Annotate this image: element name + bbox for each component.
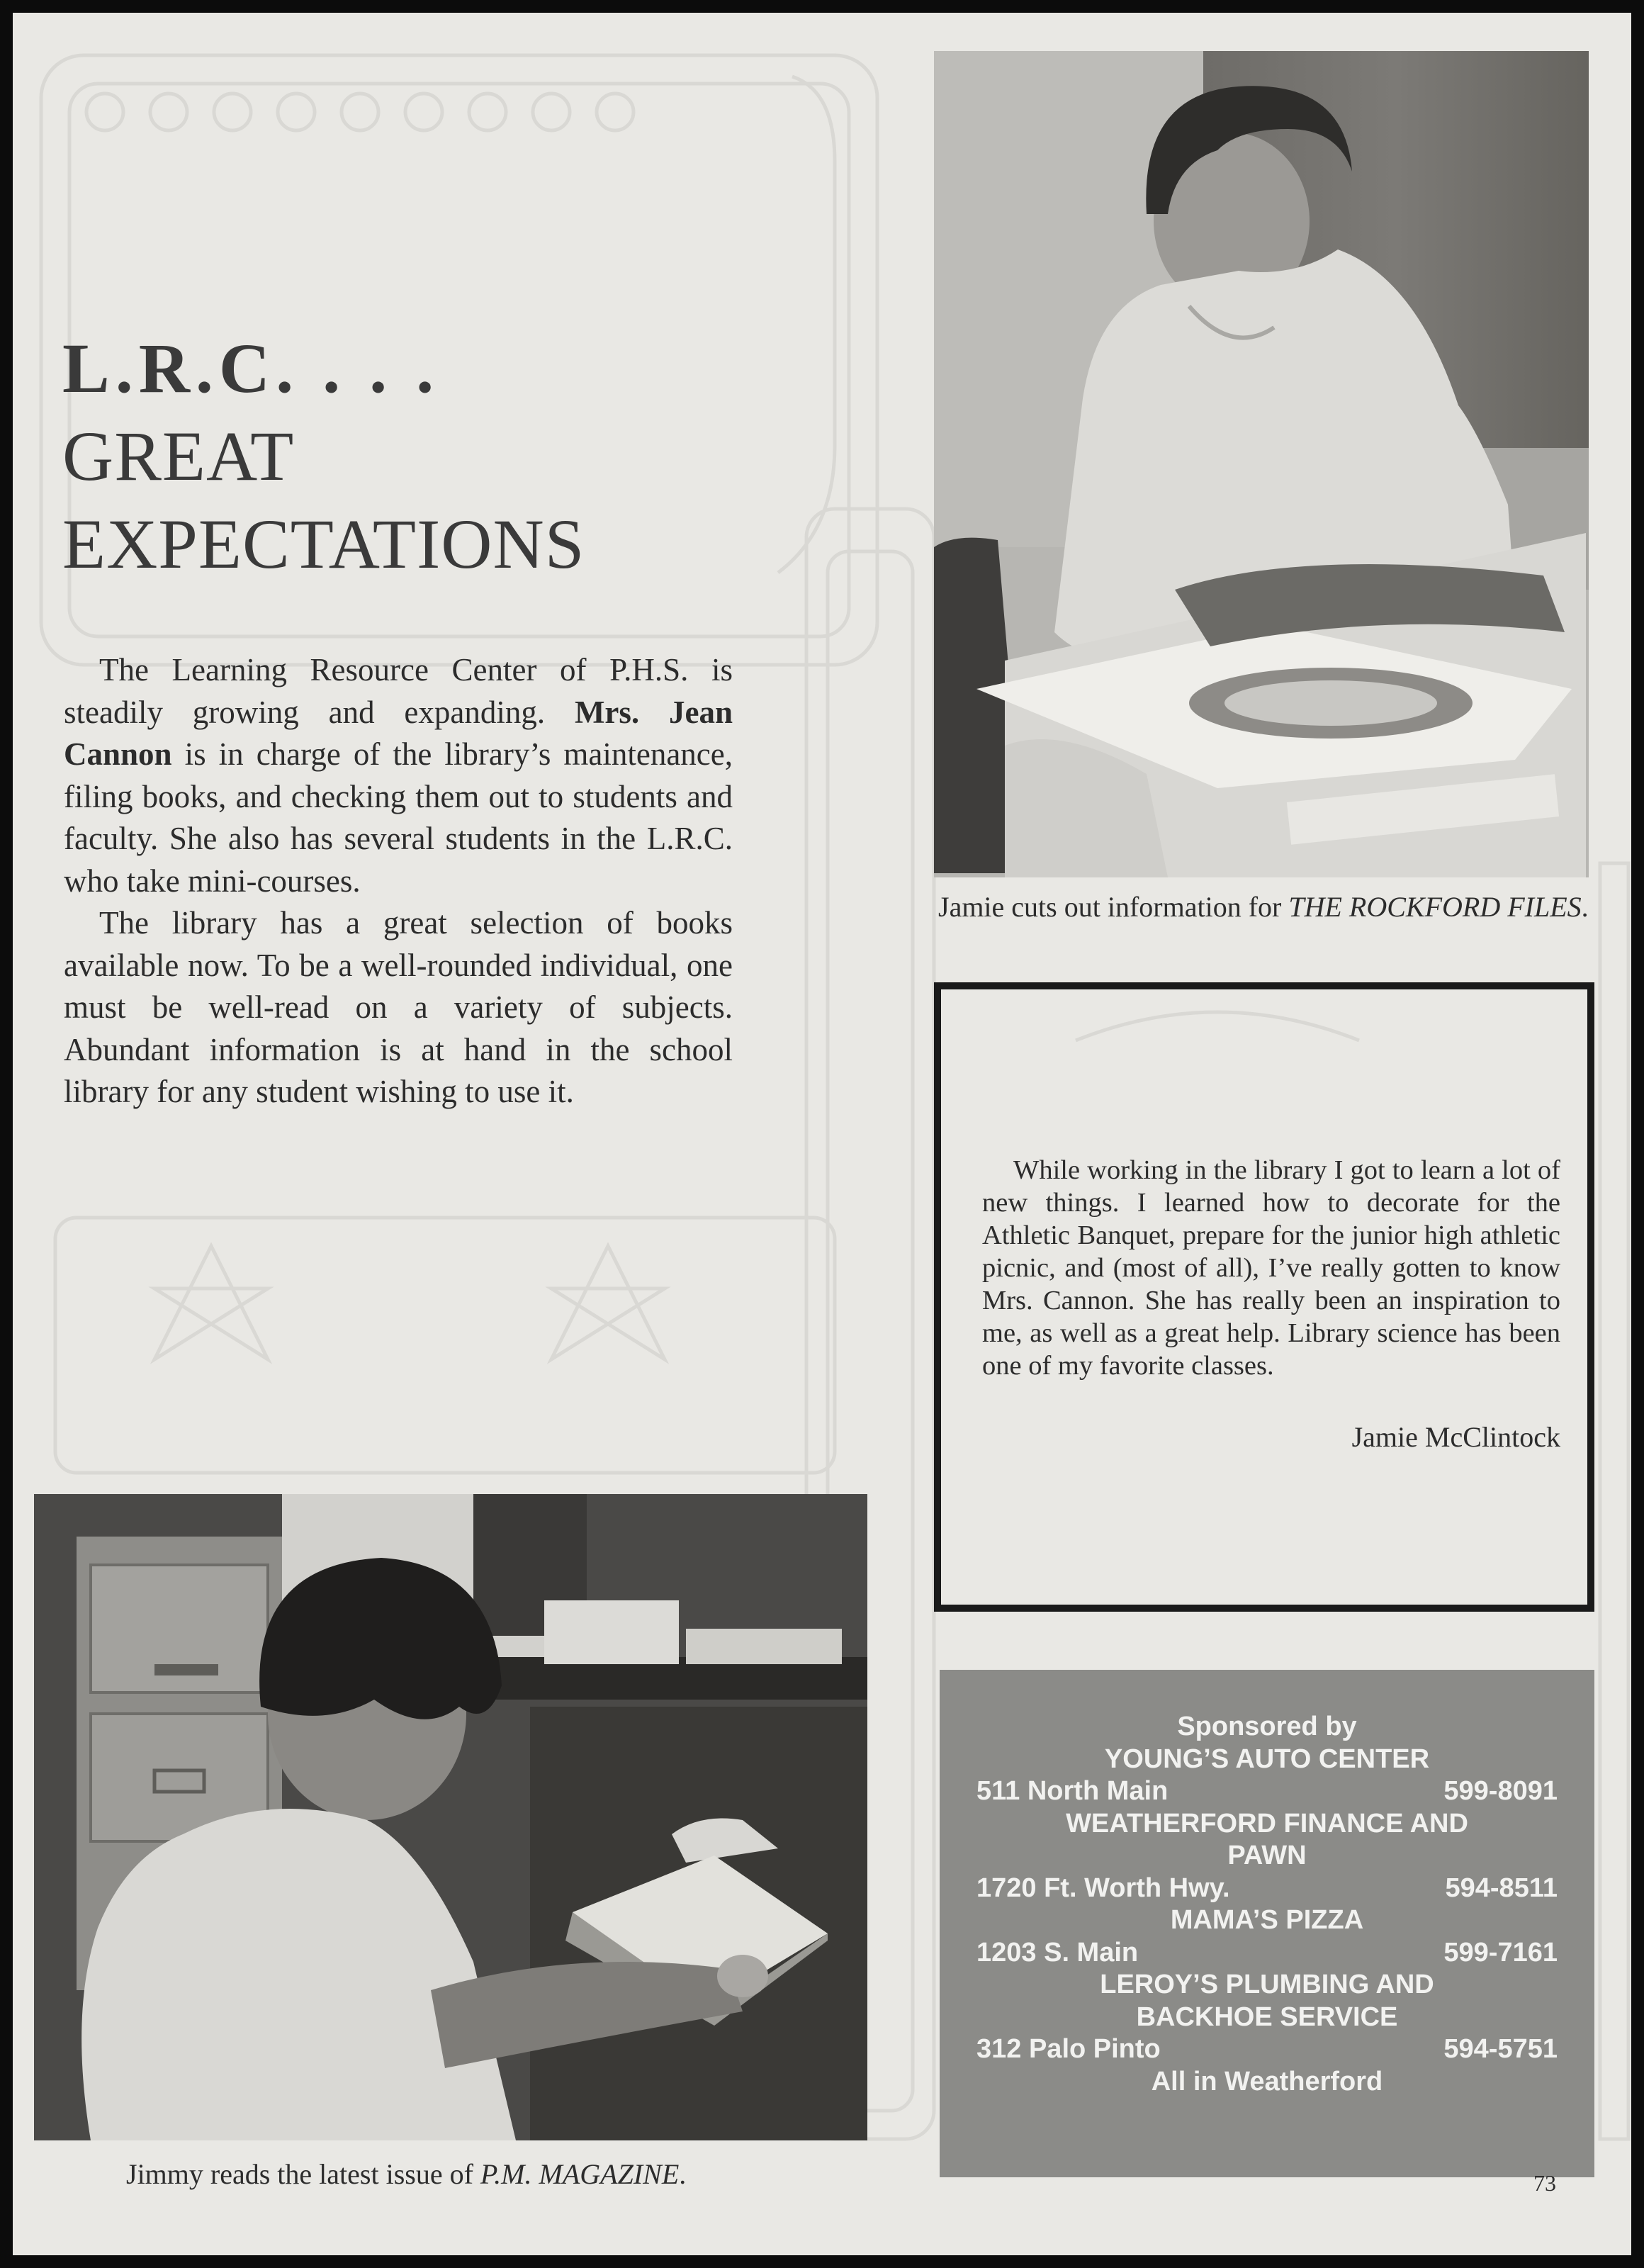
photo-bottom-caption: Jimmy reads the latest issue of P.M. MAGAZINE. (126, 2158, 687, 2190)
article-paragraph-1: The Learning Resource Center of P.H.S. is steadily growing and expanding. Mrs. Jean Cannon is in charge of the library’s maintenance, filing books, and checking them out to students and faculty. She also has several students in the L.R.C. who take mini-courses. (64, 652, 733, 899)
sponsor-business-name: YOUNG’S AUTO CENTER (1104, 1744, 1430, 1774)
photo-top-caption: Jamie cuts out information for THE ROCKFORD FILES. (938, 891, 1589, 923)
title-line-1: L.R.C. . . . (62, 329, 440, 408)
sponsor-ad (940, 1670, 1594, 2177)
sponsor-address: 1203 S. Main (976, 1937, 1139, 1967)
yearbook-page (13, 13, 1631, 2255)
sponsor-phone: 594-5751 (1443, 2034, 1558, 2064)
sponsor-business-row (976, 1775, 1558, 1808)
quote-author: Jamie McClintock (1351, 1421, 1560, 1453)
sponsor-phone: 599-8091 (1443, 1776, 1558, 1806)
student-quote-box (934, 982, 1594, 1612)
photo-jimmy-reading (34, 1494, 867, 2140)
photo-jamie-cutting (934, 51, 1589, 877)
sponsor-business-row (976, 1873, 1558, 1905)
sponsor-business-name: LEROY’S PLUMBING AND BACKHOE SERVICE (1100, 1970, 1434, 2032)
sponsor-phone: 594-8511 (1445, 1873, 1558, 1903)
sponsor-business-name: WEATHERFORD FINANCE AND PAWN (1066, 1808, 1468, 1870)
sponsor-footer: All in Weatherford (1151, 2066, 1383, 2096)
photo-jimmy-illustration (34, 1494, 867, 2140)
sponsor-address: 1720 Ft. Worth Hwy. (976, 1873, 1230, 1903)
sponsor-business-row (976, 1937, 1558, 1970)
page-number: 73 (1533, 2170, 1556, 2196)
title-line-3: EXPECTATIONS (62, 505, 585, 583)
page-title (62, 325, 700, 588)
sponsor-phone: 599-7161 (1443, 1937, 1558, 1967)
photo-jamie-illustration (934, 51, 1589, 877)
sponsor-business-row (976, 2033, 1558, 2066)
sponsor-business-name: MAMA’S PIZZA (1170, 1905, 1364, 1935)
article-body (64, 649, 733, 1113)
sponsor-address: 511 North Main (976, 1776, 1169, 1806)
quote-text: While working in the library I got to learn a lot of new things. I learned how to decorate for the Athletic Banquet, prepare for the junior high athletic picnic, and (most of all), I’ve really gotten to know Mrs. Cannon. She has really been an inspiration to me, as well as a great help. Library science has been one of my favorite classes. (982, 1155, 1560, 1381)
librarian-name: Mrs. Jean Cannon (64, 694, 733, 772)
article-paragraph-2: The library has a great selection of books available now. To be a well-rounded individual, one must be well-read on a variety of subjects. Abundant information is at hand in the school library for any student wishing to use it. (64, 905, 733, 1109)
sponsor-address: 312 Palo Pinto (976, 2034, 1161, 2064)
title-line-2: GREAT (62, 417, 295, 495)
sponsor-heading: Sponsored by (1177, 1712, 1357, 1741)
